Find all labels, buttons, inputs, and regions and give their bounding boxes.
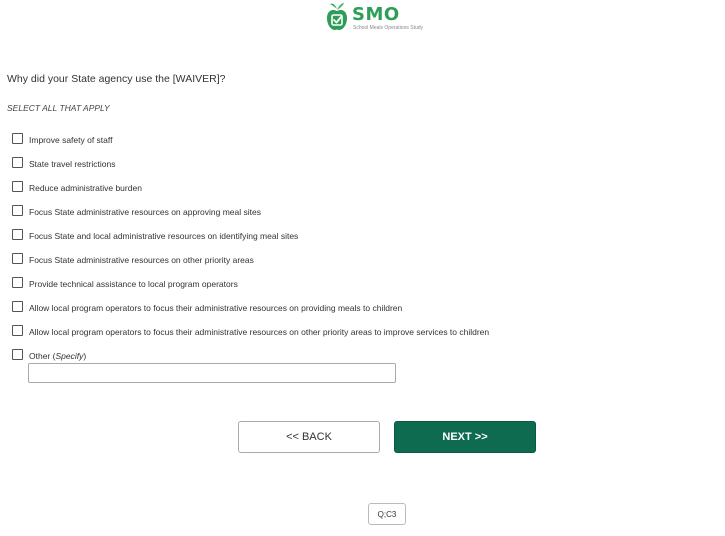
logo-wordmark: SMO: [352, 4, 400, 25]
option-label[interactable]: Focus State administrative resources on other priority areas: [29, 255, 254, 265]
option-label[interactable]: Improve safety of staff: [29, 135, 113, 145]
checkbox[interactable]: [12, 205, 23, 216]
checkbox[interactable]: [12, 349, 23, 360]
option-state-travel-restrictions[interactable]: [12, 152, 489, 176]
other-specify-input[interactable]: [28, 363, 396, 383]
option-local-other-priority-areas[interactable]: [12, 320, 489, 344]
option-reduce-administrative-burden[interactable]: [12, 176, 489, 200]
apple-check-icon: [326, 1, 348, 31]
checkbox[interactable]: [12, 181, 23, 192]
question-text: Why did your State agency use the [WAIVER]?: [7, 73, 226, 85]
question-id-badge: Q;C3: [368, 503, 406, 525]
option-label[interactable]: Focus State and local administrative resources on identifying meal sites: [29, 231, 299, 241]
checkbox[interactable]: [12, 301, 23, 312]
option-identifying-meal-sites[interactable]: [12, 224, 489, 248]
checkbox[interactable]: [12, 133, 23, 144]
option-approving-meal-sites[interactable]: [12, 200, 489, 224]
option-state-other-priority-areas[interactable]: [12, 248, 489, 272]
question-instruction: SELECT ALL THAT APPLY: [7, 103, 110, 113]
checkbox[interactable]: [12, 277, 23, 288]
option-local-providing-meals[interactable]: [12, 296, 489, 320]
option-label[interactable]: Provide technical assistance to local program operators: [29, 279, 238, 289]
answer-options: [12, 128, 489, 368]
checkbox[interactable]: [12, 157, 23, 168]
specify-label: Specify: [55, 351, 84, 361]
checkbox[interactable]: [12, 229, 23, 240]
next-button[interactable]: NEXT >>: [394, 421, 536, 453]
checkbox[interactable]: [12, 325, 23, 336]
logo-tagline: School Meals Operations Study: [353, 25, 424, 31]
back-button[interactable]: << BACK: [238, 421, 380, 453]
option-improve-safety[interactable]: [12, 128, 489, 152]
option-label[interactable]: Focus State administrative resources on approving meal sites: [29, 207, 261, 217]
option-label[interactable]: Allow local program operators to focus their administrative resources on other priority areas to improve services to children: [29, 327, 490, 337]
option-label[interactable]: Other (Specify): [29, 351, 87, 361]
option-label[interactable]: Reduce administrative burden: [29, 183, 142, 193]
option-technical-assistance[interactable]: [12, 272, 489, 296]
option-label[interactable]: Allow local program operators to focus their administrative resources on providing meals to children: [29, 303, 403, 313]
checkbox[interactable]: [12, 253, 23, 264]
option-label[interactable]: State travel restrictions: [29, 159, 116, 169]
smo-logo: [326, 1, 436, 33]
other-label: Other: [29, 351, 51, 361]
